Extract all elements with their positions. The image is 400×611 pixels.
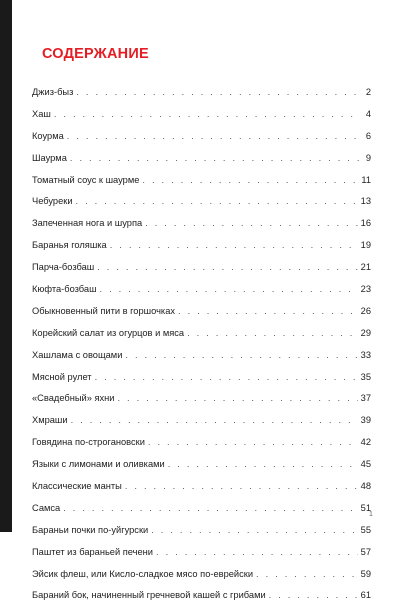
toc-entry-page: 9: [365, 152, 371, 163]
toc-entry-page: 42: [360, 437, 371, 448]
toc-entry-title: Классические манты: [32, 481, 122, 492]
toc-entry-page: 26: [360, 305, 371, 316]
toc-entry-title: Парча-бозбаш: [32, 262, 95, 273]
toc-entry[interactable]: [32, 392, 371, 414]
page-title: СОДЕРЖАНИЕ: [42, 46, 149, 62]
toc-entry[interactable]: [32, 108, 371, 130]
toc-leader-dots: [178, 305, 358, 317]
toc-entry-title: Корейский салат из огурцов и мяса: [32, 327, 185, 338]
toc-entry-page: 6: [365, 130, 371, 141]
toc-entry-title: Джиз-быз: [32, 87, 74, 97]
toc-leader-dots: [63, 502, 357, 514]
toc-entry[interactable]: [32, 371, 371, 393]
toc-entry[interactable]: [32, 436, 371, 458]
toc-entry-title: Самса: [32, 502, 61, 513]
toc-entry[interactable]: [32, 130, 371, 152]
toc-entry-page: 19: [360, 240, 371, 251]
toc-leader-dots: [54, 108, 360, 120]
toc-entry-title: Эйсик флеш, или Кисло-сладкое мясо по-еврейски: [32, 568, 254, 579]
toc-entry[interactable]: [32, 502, 371, 524]
toc-entry-page: 2: [365, 87, 371, 97]
toc-leader-dots: [76, 195, 358, 207]
toc-entry-page: 35: [360, 371, 371, 382]
toc-entry-page: 37: [360, 393, 371, 404]
toc-entry-page: 33: [360, 349, 371, 360]
toc-entry-title: Говядина по-строгановски: [32, 437, 145, 448]
toc-entry-title: Баранья голяшка: [32, 240, 107, 251]
toc-leader-dots: [125, 349, 357, 361]
toc-entry[interactable]: [32, 195, 371, 217]
toc-entry[interactable]: [32, 152, 371, 174]
toc-leader-dots: [95, 371, 358, 383]
toc-leader-dots: [110, 239, 358, 251]
toc-entry[interactable]: [32, 546, 371, 568]
toc-entry[interactable]: [32, 174, 371, 196]
toc-entry-title: Томатный соус к шаурме: [32, 174, 140, 185]
toc-entry-page: 55: [360, 524, 371, 535]
toc-leader-dots: [71, 414, 358, 426]
toc-leader-dots: [100, 283, 358, 295]
toc-leader-dots: [76, 86, 360, 98]
toc-leader-dots: [148, 436, 358, 448]
toc-leader-dots: [269, 589, 358, 601]
toc-entry-page: 39: [360, 415, 371, 426]
toc-entry-page: 23: [360, 284, 371, 295]
toc-entry[interactable]: [32, 480, 371, 502]
toc-entry-page: 13: [360, 196, 371, 207]
toc-entry-title: Хашлама с овощами: [32, 349, 123, 360]
toc-entry[interactable]: [32, 524, 371, 546]
toc-leader-dots: [256, 568, 358, 580]
toc-leader-dots: [67, 130, 360, 142]
toc-entry-page: 29: [360, 327, 371, 338]
toc-entry-title: Бараньи почки по-уйгурски: [32, 524, 149, 535]
toc-page: [12, 0, 400, 601]
toc-entry-page: 16: [360, 218, 371, 229]
toc-entry[interactable]: [32, 217, 371, 239]
toc-entry-page: 51: [360, 502, 371, 513]
toc-leader-dots: [156, 546, 358, 558]
toc-leader-dots: [142, 174, 358, 186]
toc-entry-title: Языки с лимонами и оливками: [32, 459, 165, 470]
toc-entry-page: 59: [360, 568, 371, 579]
toc-entry[interactable]: [32, 414, 371, 436]
toc-entry[interactable]: [32, 458, 371, 480]
toc-entry-page: 21: [360, 262, 371, 273]
toc-entry[interactable]: [32, 349, 371, 371]
toc-entry-page: 45: [360, 459, 371, 470]
left-edge-bar: [0, 0, 12, 532]
toc-entry-page: 48: [360, 481, 371, 492]
toc-entry-title: Запеченная нога и шурпа: [32, 218, 143, 229]
toc-leader-dots: [168, 458, 358, 470]
toc-entry-page: 61: [360, 590, 371, 601]
toc-entry-title: Хмраши: [32, 415, 68, 426]
toc-entry-page: 4: [365, 108, 371, 119]
toc-leader-dots: [151, 524, 357, 536]
toc-leader-dots: [97, 261, 357, 273]
toc-entry-title: Хаш: [32, 108, 51, 119]
toc-entry-title: Обыкновенный пити в горшочках: [32, 305, 176, 316]
toc-entry-title: Чебуреки: [32, 196, 73, 207]
page-number: 1: [369, 511, 373, 518]
toc-entry[interactable]: [32, 261, 371, 283]
toc-entry-title: Коурма: [32, 130, 64, 141]
toc-entry[interactable]: [32, 239, 371, 261]
toc-entry-page: 57: [360, 546, 371, 557]
toc-list: [32, 86, 371, 611]
toc-leader-dots: [145, 217, 358, 229]
toc-entry-title: Паштет из бараньей печени: [32, 546, 153, 557]
toc-entry-page: 11: [361, 174, 371, 185]
toc-entry[interactable]: [32, 86, 371, 108]
toc-entry-title: Шаурма: [32, 152, 67, 163]
toc-entry-title: Кюфта-бозбаш: [32, 284, 97, 295]
toc-entry[interactable]: [32, 589, 371, 611]
toc-entry[interactable]: [32, 327, 371, 349]
toc-entry[interactable]: [32, 283, 371, 305]
toc-entry-title: «Свадебный» яхни: [32, 393, 115, 404]
toc-entry[interactable]: [32, 305, 371, 327]
toc-entry-title: Мясной рулет: [32, 371, 92, 382]
toc-leader-dots: [70, 152, 360, 164]
toc-leader-dots: [125, 480, 358, 492]
toc-entry-title: Бараний бок, начиненный гречневой кашей с грибами: [32, 590, 266, 601]
toc-leader-dots: [187, 327, 358, 339]
toc-entry[interactable]: [32, 568, 371, 590]
toc-leader-dots: [117, 392, 357, 404]
